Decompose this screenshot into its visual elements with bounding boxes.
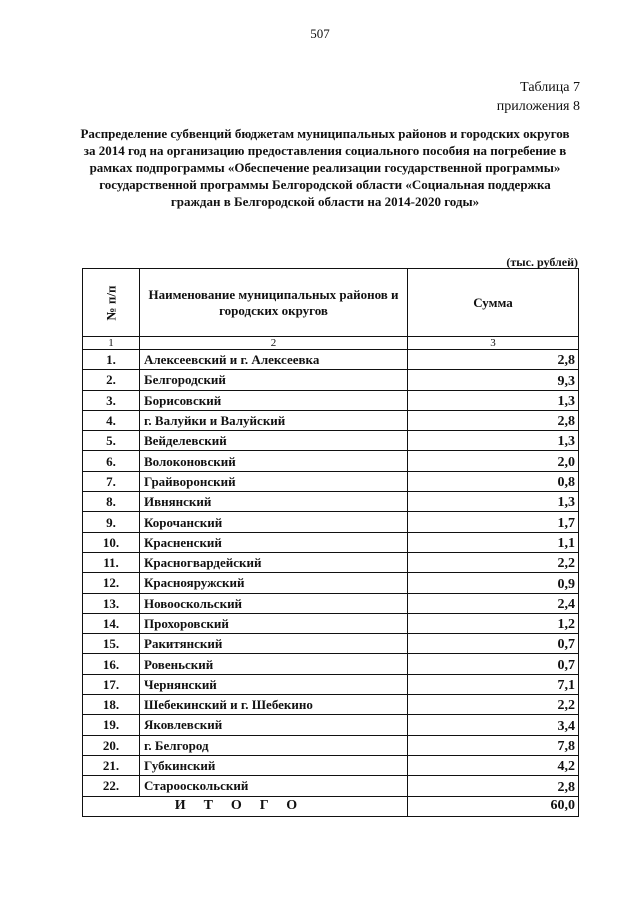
- row-number: 21.: [83, 755, 140, 775]
- row-number: 16.: [83, 654, 140, 674]
- row-sum: 2,4: [408, 593, 579, 613]
- table-row: [83, 776, 579, 796]
- row-name: Белгородский: [140, 370, 408, 390]
- row-sum: 1,3: [408, 492, 579, 512]
- row-name: Борисовский: [140, 390, 408, 410]
- table-header-row: [83, 269, 579, 337]
- row-number: 18.: [83, 695, 140, 715]
- row-sum: 4,2: [408, 755, 579, 775]
- row-sum: 2,2: [408, 552, 579, 572]
- column-index: 3: [408, 337, 579, 350]
- units-label: (тыс. рублей): [506, 255, 578, 269]
- row-sum: 9,3: [408, 370, 579, 390]
- table-row: [83, 613, 579, 633]
- table-row: [83, 593, 579, 613]
- row-sum: 1,1: [408, 532, 579, 552]
- row-sum: 0,7: [408, 634, 579, 654]
- table-row: [83, 715, 579, 735]
- row-name: г. Валуйки и Валуйский: [140, 410, 408, 430]
- total-label: ИТОГО: [83, 796, 408, 816]
- row-number: 10.: [83, 532, 140, 552]
- row-name: Красногвардейский: [140, 552, 408, 572]
- column-index: 1: [83, 337, 140, 350]
- table-row: [83, 350, 579, 370]
- total-row: [83, 796, 579, 816]
- table-row: [83, 654, 579, 674]
- caption-line-2: приложения 8: [496, 99, 580, 114]
- row-number: 9.: [83, 512, 140, 532]
- row-number: 1.: [83, 350, 140, 370]
- table-row: [83, 755, 579, 775]
- table-row: [83, 573, 579, 593]
- row-name: г. Белгород: [140, 735, 408, 755]
- row-name: Ракитянский: [140, 634, 408, 654]
- distribution-table: [82, 268, 579, 817]
- table-row: [83, 471, 579, 491]
- row-number: 17.: [83, 674, 140, 694]
- table-caption: [497, 78, 580, 116]
- row-name: Краснояружский: [140, 573, 408, 593]
- row-number: 7.: [83, 471, 140, 491]
- row-sum: 1,3: [408, 390, 579, 410]
- table-row: [83, 410, 579, 430]
- row-sum: 1,7: [408, 512, 579, 532]
- table-row: [83, 431, 579, 451]
- row-number: 13.: [83, 593, 140, 613]
- row-number: 6.: [83, 451, 140, 471]
- column-index: 2: [140, 337, 408, 350]
- header-number: № п/п: [103, 285, 118, 320]
- row-name: Прохоровский: [140, 613, 408, 633]
- row-sum: 2,8: [408, 350, 579, 370]
- row-name: Корочанский: [140, 512, 408, 532]
- row-sum: 1,3: [408, 431, 579, 451]
- header-name: Наименование муниципальных районов и городских округов: [140, 269, 408, 337]
- row-number: 2.: [83, 370, 140, 390]
- row-number: 8.: [83, 492, 140, 512]
- row-name: Губкинский: [140, 755, 408, 775]
- row-sum: 7,1: [408, 674, 579, 694]
- row-name: Старооскольский: [140, 776, 408, 796]
- row-name: Чернянский: [140, 674, 408, 694]
- total-sum: 60,0: [408, 796, 579, 816]
- row-sum: 2,0: [408, 451, 579, 471]
- row-number: 12.: [83, 573, 140, 593]
- row-number: 15.: [83, 634, 140, 654]
- row-name: Алексеевский и г. Алексеевка: [140, 350, 408, 370]
- table-row: [83, 634, 579, 654]
- caption-line-1: Таблица 7: [520, 80, 580, 95]
- row-name: Яковлевский: [140, 715, 408, 735]
- row-sum: 2,2: [408, 695, 579, 715]
- row-name: Волоконовский: [140, 451, 408, 471]
- table-row: [83, 532, 579, 552]
- table-row: [83, 512, 579, 532]
- row-number: 20.: [83, 735, 140, 755]
- table-row: [83, 674, 579, 694]
- row-sum: 3,4: [408, 715, 579, 735]
- row-sum: 7,8: [408, 735, 579, 755]
- page-number: 507: [310, 26, 330, 41]
- table-row: [83, 370, 579, 390]
- row-number: 11.: [83, 552, 140, 572]
- row-number: 19.: [83, 715, 140, 735]
- row-sum: 2,8: [408, 410, 579, 430]
- row-name: Новооскольский: [140, 593, 408, 613]
- table-row: [83, 390, 579, 410]
- column-index-row: [83, 337, 579, 350]
- table-row: [83, 451, 579, 471]
- row-sum: 0,9: [408, 573, 579, 593]
- row-sum: 2,8: [408, 776, 579, 796]
- row-name: Шебекинский и г. Шебекино: [140, 695, 408, 715]
- row-name: Вейделевский: [140, 431, 408, 451]
- table-row: [83, 492, 579, 512]
- row-number: 22.: [83, 776, 140, 796]
- table-row: [83, 695, 579, 715]
- header-number-cell: [83, 269, 140, 337]
- row-number: 3.: [83, 390, 140, 410]
- row-name: Ивнянский: [140, 492, 408, 512]
- row-name: Ровеньский: [140, 654, 408, 674]
- table-row: [83, 735, 579, 755]
- row-sum: 0,7: [408, 654, 579, 674]
- row-name: Грайворонский: [140, 471, 408, 491]
- header-sum: Сумма: [408, 269, 579, 337]
- document-title: Распределение субвенций бюджетам муниципальных районов и городских округов за 2014 год на организацию предоставления социального пособия на погребение в рамках подпрограммы «Обеспечение реализации государственной программы» государственной программы Белгородской области «Социальная поддержка граждан в Белгородской области на 2014-2020 годы»: [80, 126, 570, 209]
- row-number: 4.: [83, 410, 140, 430]
- row-number: 5.: [83, 431, 140, 451]
- row-name: Красненский: [140, 532, 408, 552]
- row-sum: 0,8: [408, 471, 579, 491]
- row-number: 14.: [83, 613, 140, 633]
- row-sum: 1,2: [408, 613, 579, 633]
- table-row: [83, 552, 579, 572]
